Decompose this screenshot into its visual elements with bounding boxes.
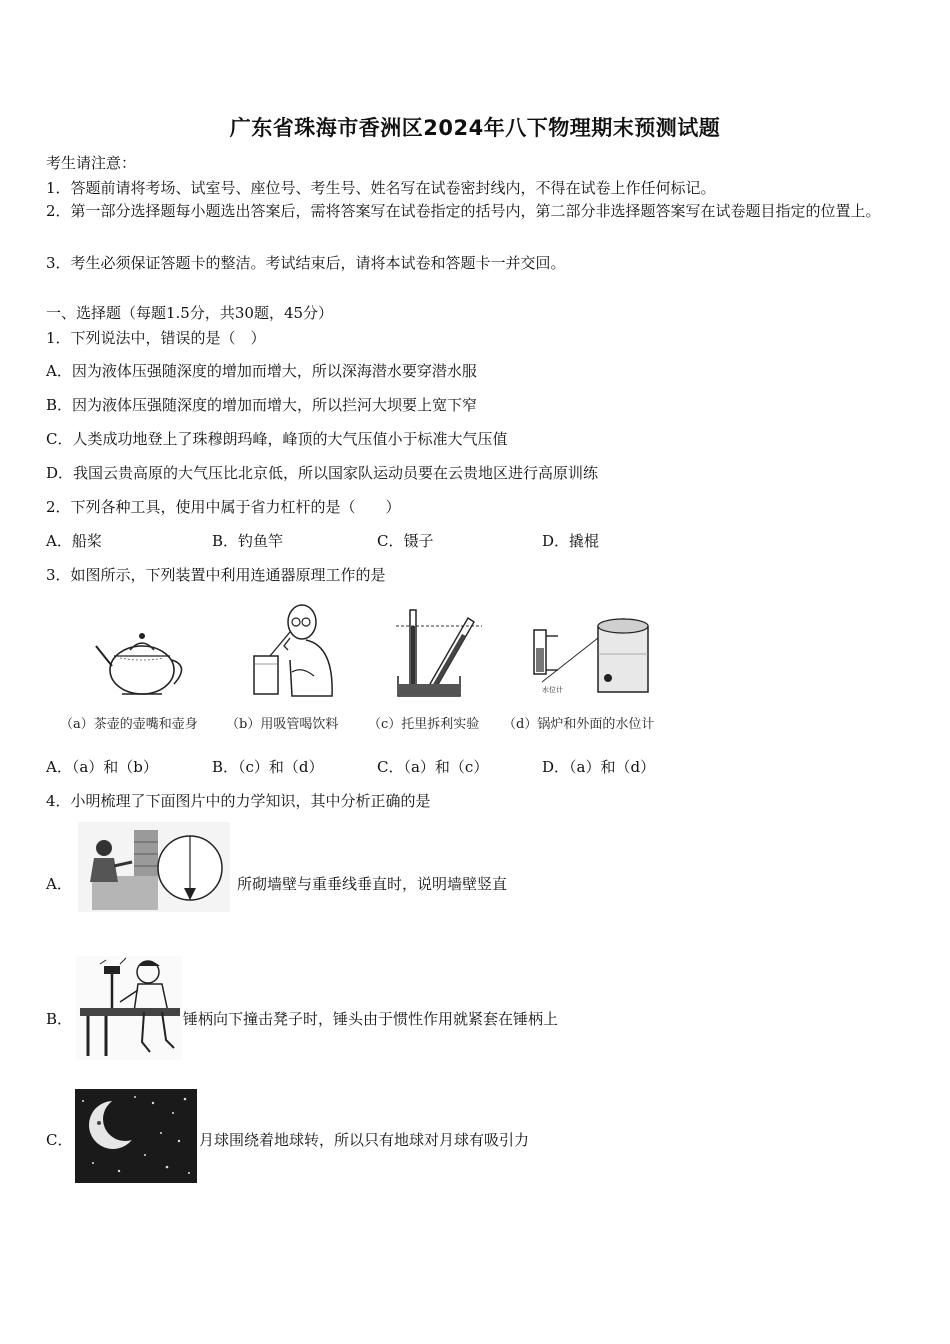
q1-option-d: D．我国云贵高原的大气压比北京低，所以国家队运动员要在云贵地区进行高原训练 xyxy=(46,464,599,482)
q3-caption-b: （b）用吸管喝饮料 xyxy=(226,717,339,732)
q1-option-b: B．因为液体压强随深度的增加而增大，所以拦河大坝要上宽下窄 xyxy=(46,396,478,414)
notice-item-3: 3．考生必须保证答题卡的整洁。考试结束后，请将本试卷和答题卡一并交回。 xyxy=(46,254,566,272)
q3-option-a: A．（a）和（b） xyxy=(46,758,158,776)
notice-item-2: 2．第一部分选择题每小题选出答案后，需将答案写在试卷指定的括号内，第二部分非选择题答案写在试卷题目指定的位置上。 xyxy=(46,202,881,220)
q2-option-d: D．撬棍 xyxy=(542,532,600,550)
q2-option-a: A．船桨 xyxy=(46,532,102,550)
q2-option-b: B．钓鱼竿 xyxy=(212,532,284,550)
moon-night-photo xyxy=(75,1089,197,1183)
plumb-line-photo xyxy=(78,822,230,912)
q4-option-a-text: 所砌墙壁与重垂线垂直时，说明墙壁竖直 xyxy=(237,875,508,893)
teapot-figure xyxy=(92,622,192,702)
q1-option-a: A．因为液体压强随深度的增加而增大，所以深海潜水要穿潜水服 xyxy=(46,362,477,380)
q2-option-c: C．镊子 xyxy=(377,532,434,550)
torricelli-figure xyxy=(390,604,490,704)
q3-caption-c: （c）托里拆利实验 xyxy=(368,717,480,732)
q1-option-c: C．人类成功地登上了珠穆朗玛峰，峰顶的大气压值小于标准大气压值 xyxy=(46,430,508,448)
q3-option-d: D．（a）和（d） xyxy=(542,758,656,776)
q1-stem: 1．下列说法中，错误的是（ ） xyxy=(46,329,266,347)
page-title: 广东省珠海市香洲区2024年八下物理期末预测试题 xyxy=(229,116,721,140)
q3-option-c: C．（a）和（c） xyxy=(377,758,489,776)
boiler-figure xyxy=(528,608,668,704)
q4-option-a-letter: A． xyxy=(46,875,72,893)
q3-caption-a: （a）茶壶的壶嘴和壶身 xyxy=(60,717,198,732)
water-gauge-label: 水位计 xyxy=(542,686,563,694)
q3-option-b: B．（c）和（d） xyxy=(212,758,324,776)
q4-stem: 4．小明梳理了下面图片中的力学知识，其中分析正确的是 xyxy=(46,792,431,810)
hammer-bench-photo xyxy=(76,956,182,1060)
q4-option-b-text: 锤柄向下撞击凳子时，锤头由于惯性作用就紧套在锤柄上 xyxy=(183,1010,559,1028)
q4-option-c-letter: C． xyxy=(46,1131,73,1149)
q4-option-c-text: 月球围绕着地球转，所以只有地球对月球有吸引力 xyxy=(199,1131,530,1149)
notice-heading: 考生请注意： xyxy=(46,154,137,172)
q4-option-b-letter: B． xyxy=(46,1010,73,1028)
notice-item-1: 1．答题前请将考场、试室号、座位号、考生号、姓名写在试卷密封线内，不得在试卷上作任何标记。 xyxy=(46,179,716,197)
q3-stem: 3．如图所示，下列装置中利用连通器原理工作的是 xyxy=(46,566,386,584)
q2-stem: 2．下列各种工具，使用中属于省力杠杆的是（ ） xyxy=(46,498,401,516)
straw-drinking-figure xyxy=(244,600,344,700)
section-heading: 一、选择题（每题1.5分，共30题，45分） xyxy=(46,304,334,322)
q3-caption-d: （d）锅炉和外面的水位计 xyxy=(503,717,655,732)
